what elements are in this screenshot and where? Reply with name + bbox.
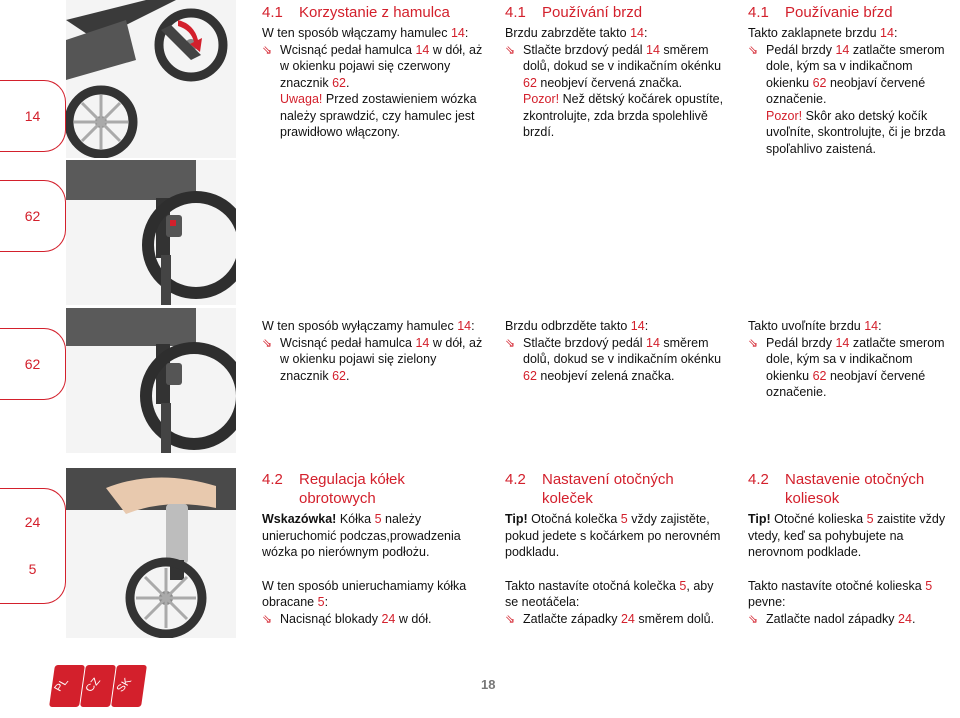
warning-label: Pozor! bbox=[523, 92, 560, 106]
section-number: 4.2 bbox=[748, 471, 769, 488]
arrow-icon: ⇘ bbox=[505, 42, 516, 57]
section-heading bbox=[505, 3, 730, 22]
instruction-step: ⇘ Wcisnąć pedał hamulca 14 w dół, aż w okienku pojawi się zielony znacznik 62. bbox=[262, 335, 483, 383]
instruction-step: ⇘ Pedál brzdy 14 zatlačte smerom dole, kým sa v indikačnom okienku 62 neobjaví červené označenie. bbox=[748, 335, 945, 399]
section-heading bbox=[262, 470, 487, 508]
instruction-intro: Brzdu odbrzděte takto 14: bbox=[505, 319, 649, 333]
lang-tab-label: CZ bbox=[83, 676, 104, 694]
brake-indicator-illustration bbox=[66, 160, 236, 305]
lang-tab-sk bbox=[111, 665, 147, 707]
lang-tab-label: PL bbox=[51, 676, 72, 694]
row4-sk bbox=[748, 470, 958, 627]
page-number: 18 bbox=[481, 677, 496, 692]
instruction-intro: Takto zaklapnete brzdu 14: bbox=[748, 26, 898, 40]
figure-label-text: 62 bbox=[24, 355, 41, 372]
section-title: Používanie bŕzd bbox=[785, 4, 893, 21]
section-title-cont: obrotowych bbox=[299, 490, 376, 507]
brake-release-illustration bbox=[66, 308, 236, 453]
instruction-step: ⇘ Wcisnąć pedał hamulca 14 w dół, aż w okienku pojawi się czerwony znacznik 62. Uwaga! Przed zostawieniem wózka należy sprawdzić, czy hamulec jest prawidłowo włączony. bbox=[262, 42, 483, 139]
lang-tab-label: SK bbox=[114, 676, 135, 694]
instruction-intro: Takto nastavíte otočné kolieska 5 pevne: bbox=[748, 578, 933, 609]
section-heading bbox=[262, 3, 487, 22]
row1-cz bbox=[505, 3, 730, 141]
instruction-intro: W ten sposób włączamy hamulec 14: bbox=[262, 26, 469, 40]
figure-label-62 bbox=[0, 180, 66, 252]
stroller-brake-photo-1 bbox=[66, 0, 236, 158]
row4-cz bbox=[505, 470, 730, 627]
warning-label: Uwaga! bbox=[280, 92, 323, 106]
figure-label-24-5 bbox=[0, 488, 66, 604]
section-number: 4.2 bbox=[505, 471, 526, 488]
figure-label-text: 14 bbox=[24, 107, 41, 124]
section-title: Nastavenie otočných bbox=[785, 471, 925, 488]
arrow-icon: ⇘ bbox=[505, 611, 516, 626]
arrow-icon: ⇘ bbox=[748, 335, 759, 350]
figure-label-62-release bbox=[0, 328, 66, 400]
instruction-step: ⇘ Pedál brzdy 14 zatlačte smerom dole, kým sa v indikačnom okienku 62 neobjaví červené označenie. Pozor! Skôr ako detský kočík uvoľníte, skontrolujte, či je brzda spoľahlivo zaistená. bbox=[748, 42, 946, 156]
instruction-step: ⇘ Zatlačte západky 24 směrem dolů. bbox=[505, 611, 715, 626]
arrow-icon: ⇘ bbox=[262, 42, 273, 57]
warning-text: Przed zostawieniem wózka należy sprawdzić, czy hamulec jest prawidłowo włączony. bbox=[280, 92, 477, 139]
section-number: 4.2 bbox=[262, 471, 283, 488]
warning-label: Pozor! bbox=[766, 108, 803, 123]
arrow-icon: ⇘ bbox=[262, 611, 273, 626]
instruction-step: ⇘ Stlačte brzdový pedál 14 směrem dolů, dokud se v indikačním okénku 62 neobjeví červená značka. Pozor! Než dětský kočárek opustíte, zkontrolujte, zda brzda spolehlivě brzdí. bbox=[505, 42, 724, 139]
figure-label-text: 24 bbox=[24, 514, 41, 531]
section-title-cont: koleček bbox=[542, 490, 593, 507]
row4-pl bbox=[262, 470, 487, 627]
row1-pl bbox=[262, 3, 487, 141]
section-title: Regulacja kółek bbox=[299, 471, 405, 488]
stroller-brake-illustration bbox=[66, 0, 236, 158]
row3-sk bbox=[748, 318, 958, 401]
instruction-intro: W ten sposób unieruchamiamy kółka obracane 5: bbox=[262, 578, 467, 609]
section-number: 4.1 bbox=[748, 4, 769, 21]
figure-label-14 bbox=[0, 80, 66, 152]
section-title: Korzystanie z hamulca bbox=[299, 4, 450, 21]
arrow-icon: ⇘ bbox=[748, 42, 759, 57]
tip-label: Tip! bbox=[748, 512, 771, 526]
instruction-intro: W ten sposób wyłączamy hamulec 14: bbox=[262, 319, 475, 333]
tip-label: Wskazówka! bbox=[262, 512, 337, 526]
section-heading bbox=[748, 470, 958, 508]
warning-text: Skôr ako detský kočík uvoľníte, skontrolujte, či je brzda spoľahlivo zaistená. bbox=[766, 108, 946, 156]
instruction-step: ⇘ Zatlačte nadol západky 24. bbox=[748, 611, 916, 626]
swivel-wheel-illustration bbox=[66, 468, 236, 638]
figure-label-text: 5 bbox=[28, 561, 37, 578]
arrow-icon: ⇘ bbox=[505, 335, 516, 350]
instruction-intro: Takto nastavíte otočná kolečka 5, aby se neotáčela: bbox=[505, 578, 714, 609]
section-heading bbox=[505, 470, 730, 508]
arrow-icon: ⇘ bbox=[748, 611, 759, 626]
instruction-intro: Brzdu zabrzděte takto 14: bbox=[505, 26, 648, 40]
tip-paragraph: Tip! Otočná kolečka 5 vždy zajistěte, pokud jedete s kočárkem po nerovném podkladu. bbox=[505, 512, 721, 559]
instruction-step: ⇘ Stlačte brzdový pedál 14 směrem dolů, dokud se v indikačním okénku 62 neobjeví zelená značka. bbox=[505, 335, 722, 383]
instruction-step: ⇘ Nacisnąć blokady 24 w dół. bbox=[262, 611, 432, 626]
lang-tab-pl bbox=[49, 665, 85, 707]
tip-paragraph: Tip! Otočné kolieska 5 zaistite vždy vtedy, keď sa pohybujete na nerovnom podklade. bbox=[748, 512, 946, 559]
stroller-brake-photo-2 bbox=[66, 160, 236, 305]
section-number: 4.1 bbox=[262, 4, 283, 21]
figure-label-text: 62 bbox=[24, 207, 41, 224]
stroller-brake-photo-3 bbox=[66, 308, 236, 453]
section-number: 4.1 bbox=[505, 4, 526, 21]
row3-cz bbox=[505, 318, 730, 384]
arrow-icon: ⇘ bbox=[262, 335, 273, 350]
warning-text: Než dětský kočárek opustíte, zkontrolujte, zda brzda spolehlivě brzdí. bbox=[523, 92, 724, 139]
section-title: Nastavení otočných bbox=[542, 471, 674, 488]
tip-label: Tip! bbox=[505, 512, 528, 526]
section-title: Používání brzd bbox=[542, 4, 643, 21]
tip-paragraph: Wskazówka! Kółka 5 należy unieruchomić podczas,prowadzenia wózka po nierównym podłożu. bbox=[262, 512, 461, 559]
row3-pl bbox=[262, 318, 487, 384]
row1-sk bbox=[748, 3, 958, 157]
lang-tab-cz bbox=[80, 665, 116, 707]
swivel-wheel-photo bbox=[66, 468, 236, 638]
instruction-intro: Takto uvoľníte brzdu 14: bbox=[748, 319, 882, 333]
section-heading bbox=[748, 3, 958, 22]
section-title-cont: koliesok bbox=[785, 490, 840, 507]
